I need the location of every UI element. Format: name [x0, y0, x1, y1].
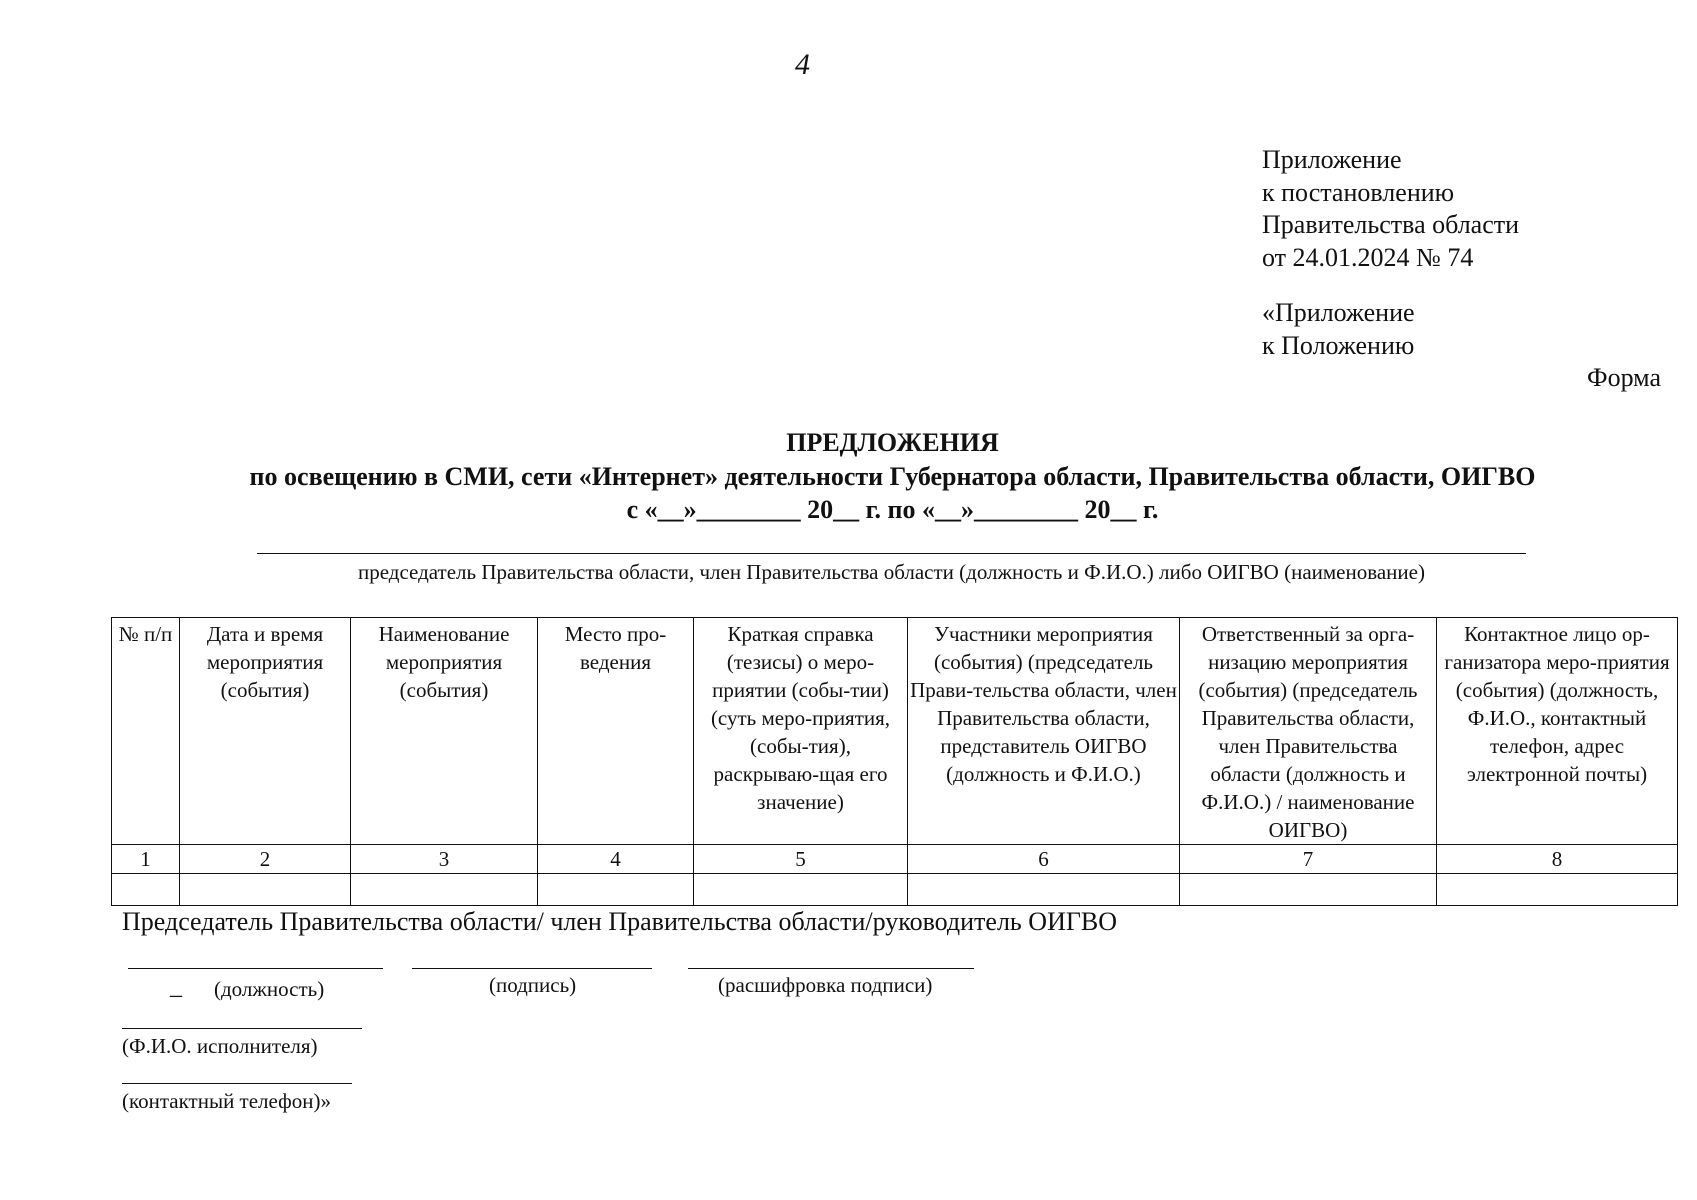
empty-cell [694, 874, 908, 906]
document-subtitle: по освещению в СМИ, сети «Интернет» деятельности Губернатора области, Правительства области, ОИГВО [249, 462, 1536, 491]
header-cell-summary: Краткая справка (тезисы) о меро-приятии (собы-тии) (суть меро-приятия, (собы-тия), раскрываю-щая его значение) [694, 618, 908, 845]
number-cell: 5 [694, 845, 908, 874]
decoding-caption: (расшифровка подписи) [718, 973, 933, 997]
number-cell: 1 [112, 845, 180, 874]
decoding-fill-line [688, 968, 974, 969]
executor-fill-line [122, 1028, 362, 1029]
header-cell-place: Место про-ведения [538, 618, 694, 845]
signature-caption: (подпись) [489, 973, 577, 997]
empty-cell [351, 874, 538, 906]
signature-fill-line [412, 968, 652, 969]
appendix-block [1262, 144, 1519, 274]
table-empty-row [112, 874, 1678, 906]
header-cell-datetime: Дата и время мероприятия (события) [180, 618, 351, 845]
table-number-row [112, 845, 1678, 874]
header-cell-participants: Участники мероприятия (события) (председатель Прави-тельства области, член Правительства области, представитель ОИГВО (должность и Ф.И.О.) [908, 618, 1180, 845]
executor-caption: (Ф.И.О. исполнителя) [122, 1034, 318, 1058]
appendix-inner-line-1: «Приложение [1262, 298, 1415, 327]
number-cell: 8 [1437, 845, 1678, 874]
empty-cell [1437, 874, 1678, 906]
empty-cell [538, 874, 694, 906]
dash-mark: _ [170, 974, 182, 1000]
empty-cell [112, 874, 180, 906]
empty-cell [1180, 874, 1437, 906]
appendix-inner-block [1262, 296, 1415, 362]
signer-line: Председатель Правительства области/ член Правительства области/руководитель ОИГВО [122, 907, 1117, 936]
phone-fill-line [122, 1083, 352, 1084]
header-cell-responsible: Ответственный за орга-низацию мероприятия (события) (председатель Правительства области, член Правительства области (должность и Ф.И.О.) / наименование ОИГВО) [1180, 618, 1437, 845]
header-cell-number: № п/п [112, 618, 180, 845]
empty-cell [908, 874, 1180, 906]
number-cell: 2 [180, 845, 351, 874]
number-cell: 4 [538, 845, 694, 874]
form-label: Форма [1587, 363, 1661, 392]
document-period: с «__»________ 20__ г. по «__»________ 20__ г. [626, 495, 1159, 524]
table-header-row [112, 618, 1678, 845]
appendix-inner-line-2: к Положению [1262, 331, 1415, 360]
position-caption: (должность) [214, 977, 325, 1001]
number-cell: 3 [351, 845, 538, 874]
appendix-line-3: Правительства области [1262, 210, 1520, 239]
number-cell: 7 [1180, 845, 1437, 874]
who-caption: председатель Правительства области, член Правительства области (должность и Ф.И.О.) либо ОИГВО (наименование) [358, 560, 1425, 584]
appendix-line-2: к постановлению [1262, 177, 1455, 207]
document-title: ПРЕДЛОЖЕНИЯ [786, 428, 999, 457]
who-fill-line [257, 553, 1526, 554]
phone-caption: (контактный телефон)» [122, 1089, 331, 1113]
position-fill-line [128, 968, 383, 969]
appendix-line-4: от 24.01.2024 № 74 [1262, 242, 1474, 272]
empty-cell [180, 874, 351, 906]
number-cell: 6 [908, 845, 1180, 874]
page-number: 4 [795, 48, 810, 81]
header-cell-contact: Контактное лицо ор-ганизатора меро-приятия (события) (должность, Ф.И.О., контактный телефон, адрес электронной почты) [1437, 618, 1678, 845]
header-cell-name: Наименование мероприятия (события) [351, 618, 538, 845]
appendix-line-1: Приложение [1262, 145, 1402, 174]
proposals-table [111, 617, 1678, 906]
